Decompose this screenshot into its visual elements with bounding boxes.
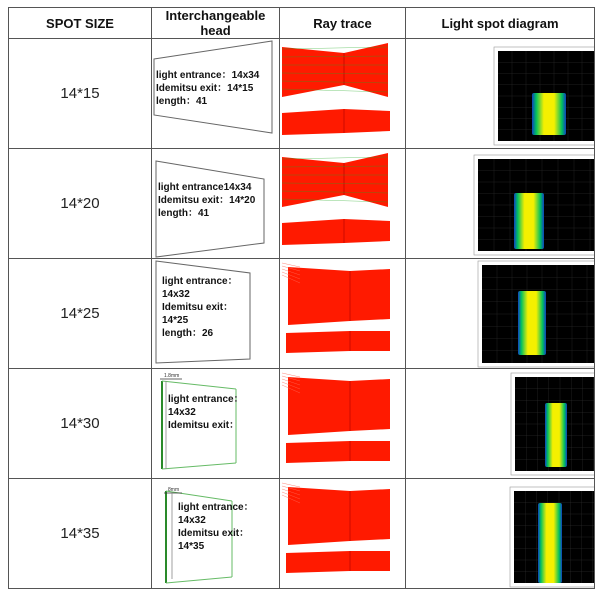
spot-diagram-plot [406, 149, 595, 258]
light-spot [538, 503, 562, 583]
table-row [9, 39, 595, 149]
head-spec-line: Idemitsu exit：14*15 [156, 83, 254, 94]
head-spec-line: 14*25 [162, 315, 189, 326]
head-spec-line: 14x32 [162, 289, 190, 300]
ray-trace-cell [280, 39, 406, 149]
table-row [9, 369, 595, 479]
head-cell [152, 479, 280, 589]
head-cell [152, 259, 280, 369]
spot-diagram-cell [406, 259, 595, 369]
ray-trace-plot [280, 479, 406, 588]
spot-diagram-plot [406, 479, 595, 588]
spot-diagram-cell [406, 479, 595, 589]
ray-trace-plot [280, 369, 406, 478]
ray-trace-cell [280, 259, 406, 369]
head-spec-line: Idemitsu exit：14*20 [158, 195, 256, 206]
head-spec-text [158, 181, 255, 220]
table-header-row [9, 8, 595, 39]
header-ray-trace: Ray trace [280, 8, 406, 39]
table-row [9, 259, 595, 369]
light-spot [532, 93, 566, 135]
head-cell [152, 149, 280, 259]
ray-trace-plot [280, 149, 406, 258]
spot-diagram-cell [406, 149, 595, 259]
head-spec-text [162, 275, 238, 340]
spot-diagram-plot [406, 369, 595, 478]
head-spec-line: Idemitsu exit： [162, 302, 234, 313]
head-spec-text [178, 501, 254, 553]
spot-diagram-plot [406, 259, 595, 368]
head-spec-line: length：41 [158, 208, 210, 219]
dimension-label: 1.8mm [164, 373, 180, 379]
head-spec-line: light entrance： [178, 502, 254, 513]
table-row [9, 479, 595, 589]
head-spec-line: light entrance：14x34 [156, 70, 260, 81]
head-cell [152, 369, 280, 479]
spot-size-cell: 14*15 [9, 39, 152, 149]
head-spec-line: 14*35 [178, 541, 205, 552]
head-spec-line: length：41 [156, 96, 208, 107]
spot-table [8, 7, 595, 589]
dimension-label: 8mm [168, 487, 180, 493]
head-spec-line: length：26 [162, 328, 214, 339]
head-cell [152, 39, 280, 149]
ray-trace-cell [280, 479, 406, 589]
spot-diagram-plot [406, 39, 595, 148]
spot-size-cell: 14*20 [9, 149, 152, 259]
head-spec-line: light entrance： [168, 394, 244, 405]
ray-trace-cell [280, 149, 406, 259]
ray-trace-plot [280, 39, 406, 148]
spot-size-cell: 14*25 [9, 259, 152, 369]
head-spec-line: 14x32 [178, 515, 206, 526]
head-spec-line: 14x32 [168, 407, 196, 418]
header-interchangeable-head: Interchangeable head [152, 8, 280, 39]
ray-trace-plot [280, 259, 406, 368]
light-spot [518, 291, 546, 355]
header-light-spot-diagram: Light spot diagram [406, 8, 595, 39]
head-spec-line: Idemitsu exit： [178, 528, 250, 539]
spot-diagram-cell [406, 39, 595, 149]
light-spot [545, 403, 567, 467]
light-spot [514, 193, 544, 249]
head-spec-text [156, 69, 259, 108]
head-spec-line: light entrance： [162, 276, 238, 287]
ray-trace-cell [280, 369, 406, 479]
table-row [9, 149, 595, 259]
spot-size-cell: 14*35 [9, 479, 152, 589]
spot-size-cell: 14*30 [9, 369, 152, 479]
spot-diagram-cell [406, 369, 595, 479]
header-spot-size: SPOT SIZE [9, 8, 152, 39]
head-spec-line: Idemitsu exit： [168, 420, 240, 431]
head-spec-text [168, 393, 244, 432]
head-spec-line: light entrance14x34 [158, 182, 252, 193]
